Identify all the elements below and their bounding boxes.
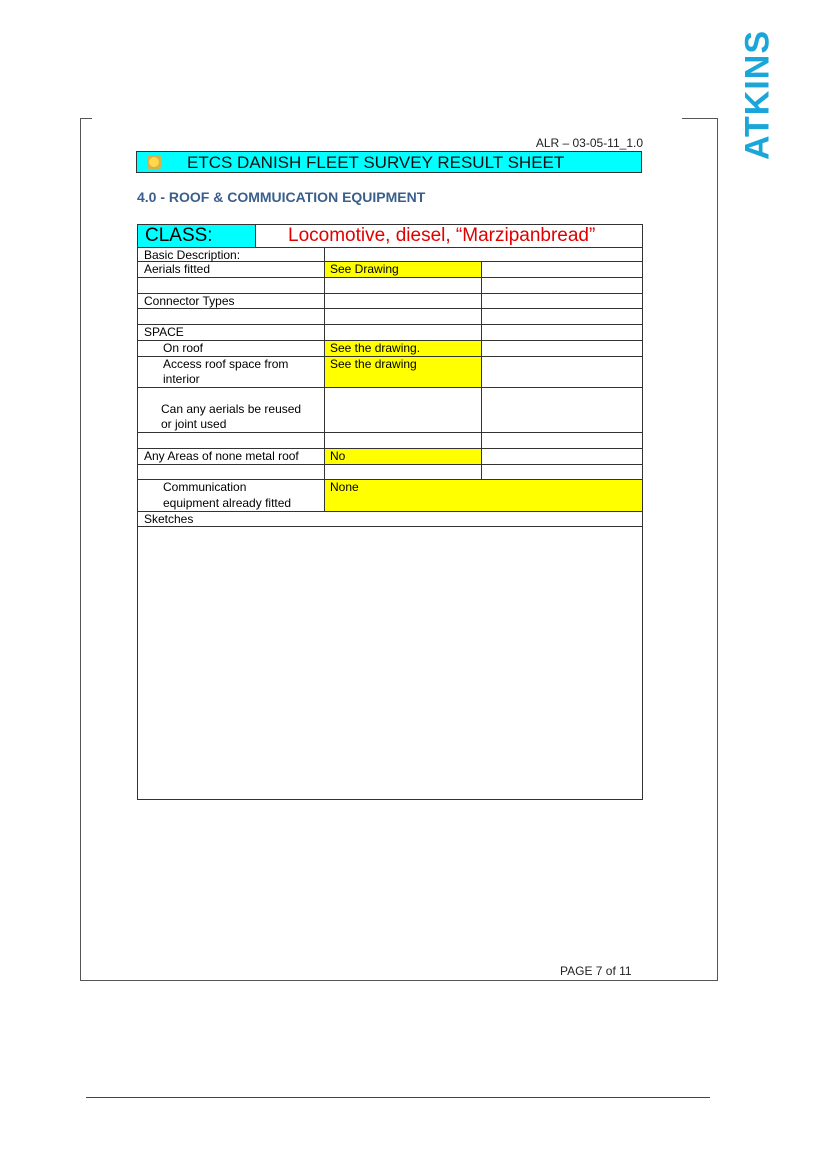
none-metal-roof-label: Any Areas of none metal roof [144, 449, 299, 463]
sketches-label: Sketches [144, 512, 194, 526]
aerials-fitted-value: See Drawing [330, 262, 399, 276]
access-roof-label-line2: interior [163, 372, 200, 386]
banner-title: ETCS DANISH FLEET SURVEY RESULT SHEET [187, 153, 565, 172]
space-label: SPACE [144, 325, 184, 339]
connector-types-label: Connector Types [144, 294, 235, 308]
sketches-area [138, 527, 642, 799]
access-roof-value: See the drawing [330, 357, 417, 371]
none-metal-roof-value: No [330, 449, 346, 463]
survey-banner [136, 151, 642, 173]
access-roof-label-line1: Access roof space from [163, 357, 289, 371]
on-roof-value: See the drawing. [330, 341, 421, 355]
page-number: PAGE 7 of 11 [560, 964, 632, 978]
atkins-logo [728, 30, 788, 160]
aerials-reused-label-line2: or joint used [161, 417, 227, 431]
document-reference: ALR – 03-05-11_1.0 [535, 136, 643, 150]
comm-equipment-label-line2: equipment already fitted [163, 496, 292, 510]
none-metal-roof-value-cell [325, 449, 481, 464]
section-heading: 4.0 - ROOF & COMMUICATION EQUIPMENT [137, 189, 426, 205]
class-value: Locomotive, diesel, “Marzipanbread” [288, 225, 596, 246]
comm-equipment-value: None [330, 480, 359, 494]
comm-equipment-label-line1: Communication [163, 480, 247, 494]
on-roof-label: On roof [163, 341, 204, 355]
class-label: CLASS: [145, 225, 213, 246]
comm-equipment-value-cell [325, 480, 642, 511]
basic-description-label: Basic Description: [144, 248, 241, 262]
aerials-fitted-label: Aerials fitted [144, 262, 211, 276]
footer-divider [86, 1097, 710, 1098]
smiley-icon [147, 155, 161, 169]
logo-text: ATKINS [738, 29, 777, 161]
aerials-reused-label-line1: Can any aerials be reused [161, 402, 302, 416]
